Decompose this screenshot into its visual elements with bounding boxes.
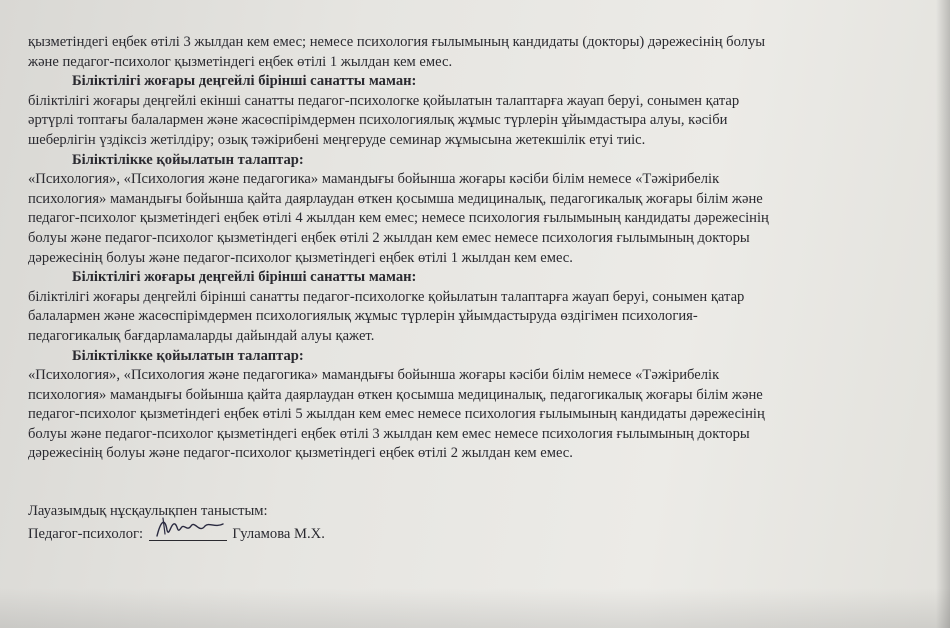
section1-requirements-line: дәрежесінің болуы және педагог-психолог қызметіндегі еңбек өтілі 1 жылдан кем емес. xyxy=(28,249,573,266)
section1-line: әртүрлі топтағы балалармен және жасөспірімдермен психологиялық жұмыс түрлерін ұйымдастыра алуы, кәсіби xyxy=(28,112,728,129)
section2-requirements-heading: Біліктілікке қойылатын талаптар: xyxy=(72,347,304,364)
section2-requirements-line: педагог-психолог қызметіндегі еңбек өтілі 5 жылдан кем емес немесе психология ғылымының кандидаты дәрежесінің xyxy=(28,406,765,423)
section2-heading: Біліктілігі жоғары деңгейлі бірінші санатты маман: xyxy=(72,269,417,286)
intro-line: қызметіндегі еңбек өтілі 3 жылдан кем емес; немесе психология ғылымының кандидаты (докторы) дәрежесінің болуы xyxy=(28,34,766,50)
signature-name: Гуламова М.Х. xyxy=(232,525,325,542)
section2-line: біліктілігі жоғары деңгейлі бірінші санатты педагог-психологке қойылатын талаптарға жауап беруі, сонымен қатар xyxy=(28,288,745,305)
section1-heading: Біліктілігі жоғары деңгейлі бірінші санатты маман: xyxy=(72,73,417,90)
section1-requirements-line: болуы және педагог-психолог қызметіндегі еңбек өтілі 2 жылдан кем емес немесе психология ғылымының докторы xyxy=(28,229,750,246)
document-body xyxy=(28,33,916,544)
section2-line: педагогикалық бағдарламаларды дайындай алуы қажет. xyxy=(28,327,375,344)
section2-requirements-line: «Психология», «Психология және педагогика» мамандығы бойынша жоғары кәсіби білім немесе «Тәжірибелік xyxy=(28,367,720,384)
handwritten-signature xyxy=(149,522,227,541)
page-bottom-shadow xyxy=(0,588,950,628)
section1-requirements-line: педагог-психолог қызметіндегі еңбек өтілі 4 жылдан кем емес; немесе психология ғылымының кандидаты дәрежесінің xyxy=(28,210,769,227)
section2-requirements-line: дәрежесінің болуы және педагог-психолог қызметіндегі еңбек өтілі 2 жылдан кем емес. xyxy=(28,445,573,462)
section2-requirements-line: психология» мамандығы бойынша қайта даярлаудан өткен қосымша медициналық, педагогикалық жоғары білім және xyxy=(28,386,763,403)
section2-line: балалармен және жасөспірімдермен психологиялық жұмыс түрлерін ұйымдастыруда өздігімен психология- xyxy=(28,308,698,325)
spacer xyxy=(28,464,916,502)
page-edge-shadow xyxy=(936,0,950,628)
signature-role: Педагог-психолог: xyxy=(28,525,144,542)
section1-requirements-line: психология» мамандығы бойынша қайта даярлаудан өткен қосымша медициналық, педагогикалық жоғары білім және xyxy=(28,190,763,207)
section1-requirements-heading: Біліктілікке қойылатын талаптар: xyxy=(72,151,304,168)
acknowledgement-text: Лауазымдық нұсқаулықпен таныстым: xyxy=(28,503,268,520)
intro-line: және педагог-психолог қызметіндегі еңбек өтілі 1 жылдан кем емес. xyxy=(28,53,453,70)
section2-requirements-line: болуы және педагог-психолог қызметіндегі еңбек өтілі 3 жылдан кем емес немесе психология ғылымының докторы xyxy=(28,425,750,442)
section1-line: шеберлігін үздіксіз жетілдіру; озық тәжірибені меңгеруде семинар жұмысына жетекшілік етуі тиіс. xyxy=(28,131,646,148)
section1-line: біліктілігі жоғары деңгейлі екінші санатты педагог-психологке қойылатын талаптарға жауап беруі, сонымен қатар xyxy=(28,92,740,109)
section1-requirements-line: «Психология», «Психология және педагогика» мамандығы бойынша жоғары кәсіби білім немесе «Тәжірибелік xyxy=(28,171,720,188)
signature-row xyxy=(28,522,916,545)
